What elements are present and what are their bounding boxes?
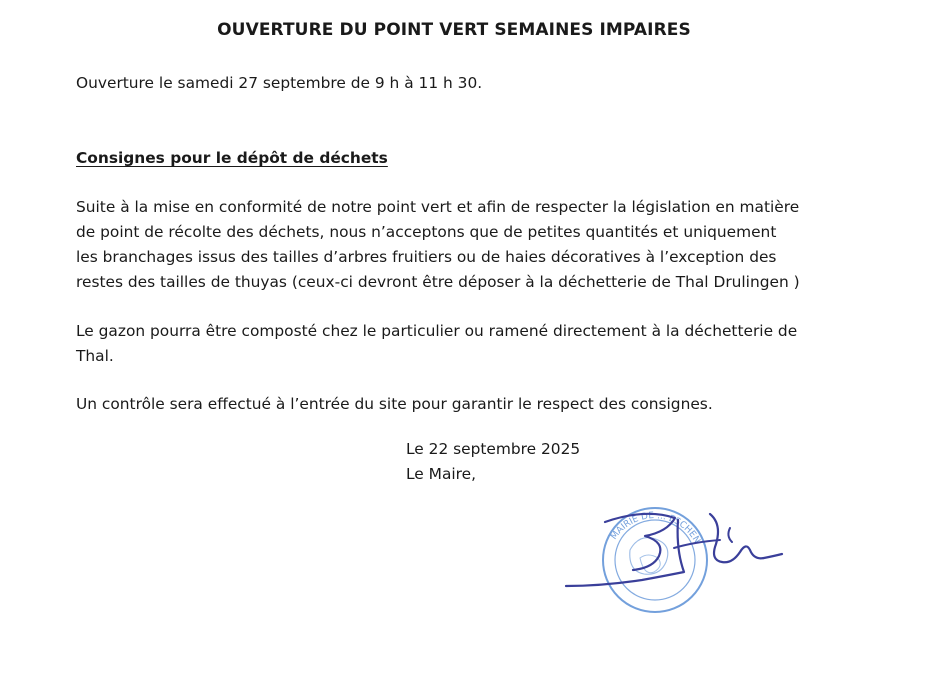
instructions-subheading: Consignes pour le dépôt de déchets (76, 149, 388, 167)
signoff-signatory: Le Maire, (406, 465, 477, 483)
signoff-block (406, 437, 580, 487)
signoff-date: Le 22 septembre 2025 (406, 440, 581, 458)
paragraph-line: Le gazon pourra être composté chez le particulier ou ramené directement à la déchetterie de (76, 322, 798, 340)
paragraph-line: de point de récolte des déchets, nous n’acceptons que de petites quantités et uniquement (76, 223, 777, 241)
document-title: OUVERTURE DU POINT VERT SEMAINES IMPAIRES (217, 20, 691, 40)
mayor-seal-and-signature (560, 500, 800, 625)
paragraph-control: Un contrôle sera effectué à l’entrée du site pour garantir le respect des consignes. (76, 395, 713, 413)
stamp-text: MAIRIE DE ... ESCHEN (609, 511, 702, 546)
paragraph-lawn (76, 319, 836, 369)
paragraph-line: Thal. (76, 347, 114, 365)
opening-hours-line: Ouverture le samedi 27 septembre de 9 h à 11 h 30. (76, 74, 483, 92)
paragraph-line: les branchages issus des tailles d’arbres fruitiers ou de haies décoratives à l’exception des (76, 248, 777, 266)
paragraph-conformity (76, 195, 836, 295)
paragraph-line: restes des tailles de thuyas (ceux-ci devront être déposer à la déchetterie de Thal Drulingen ) (76, 273, 800, 291)
paragraph-line: Suite à la mise en conformité de notre point vert et afin de respecter la législation en matière (76, 198, 800, 216)
